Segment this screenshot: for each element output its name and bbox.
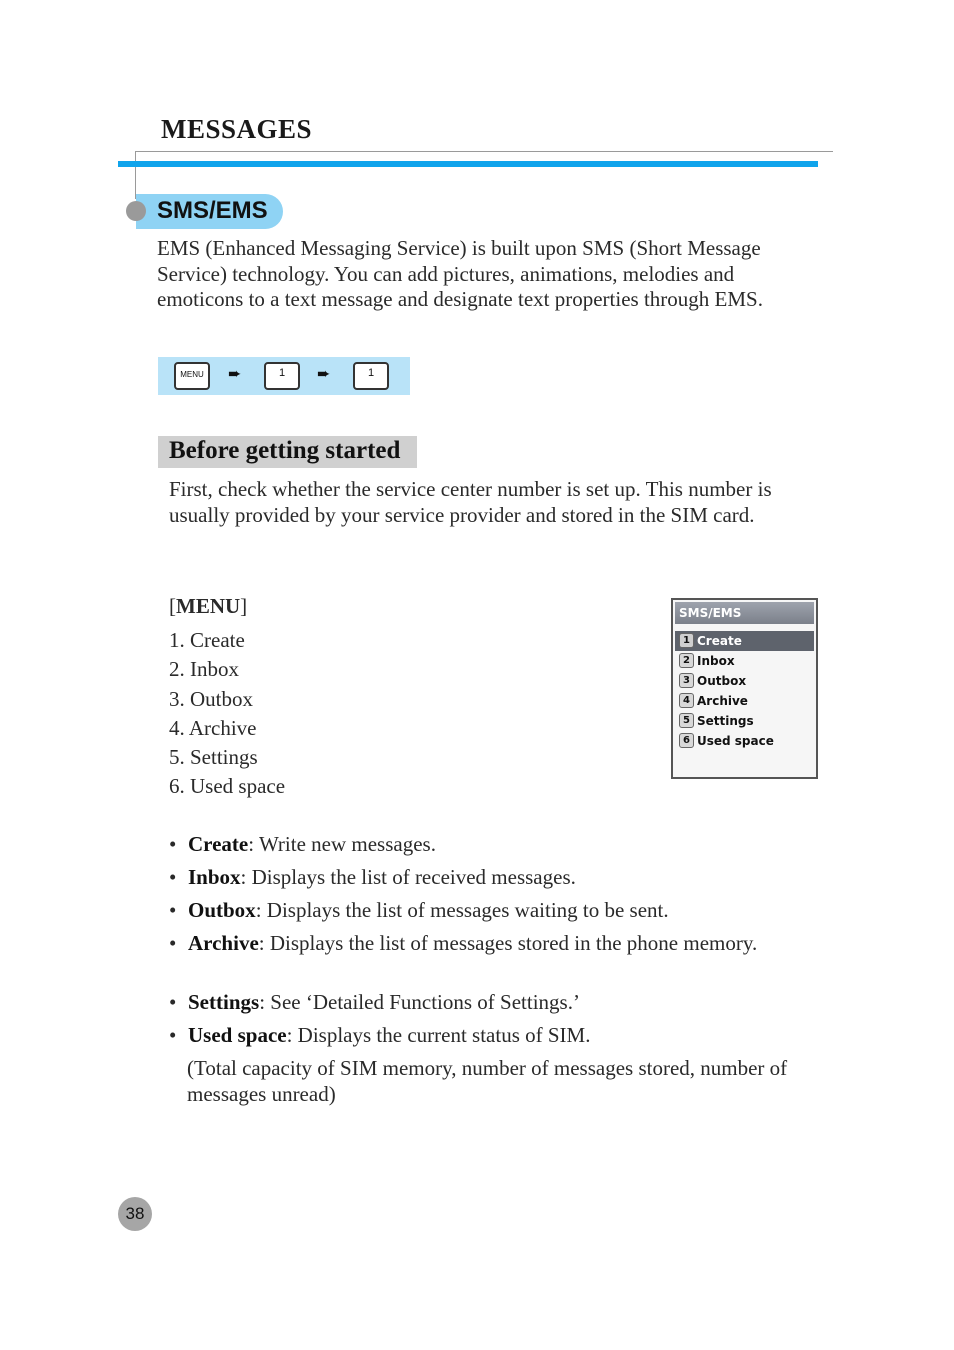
arrow-right-icon: ➨ xyxy=(228,364,242,383)
phone-menu-label: Create xyxy=(697,634,742,648)
bullet-dot: • xyxy=(169,990,177,1014)
phone-menu-item-used-space[interactable] xyxy=(675,731,814,751)
bullet-term: Inbox xyxy=(188,865,241,889)
chapter-title: MESSAGES xyxy=(161,114,313,144)
phone-screen xyxy=(671,598,818,779)
menu-label: MENU xyxy=(176,594,241,618)
key-label: 1 xyxy=(278,367,286,379)
bullet-archive xyxy=(169,931,789,957)
bullet-desc: : Write new messages. xyxy=(248,832,436,856)
menu-heading xyxy=(169,594,247,619)
menu-list-item: 6. Used space xyxy=(169,774,286,799)
bullet-desc: : Displays the list of received messages. xyxy=(240,865,576,889)
bullet-dot: • xyxy=(169,1023,177,1047)
phone-screen-title: SMS/EMS xyxy=(675,602,814,624)
key-label: MENU xyxy=(180,370,204,379)
bullet-term: Outbox xyxy=(188,898,256,922)
phone-menu-label: Outbox xyxy=(697,674,747,688)
bullet-term: Archive xyxy=(188,931,259,955)
bullet-settings xyxy=(169,990,789,1016)
section-bullet-dot xyxy=(126,201,146,221)
key-label: 1 xyxy=(367,367,375,379)
section-intro: EMS (Enhanced Messaging Service) is built upon SMS (Short Message Service) technology. You can add pictures, animations, melodies and emoticons to a text message and designate text properties through EMS. xyxy=(157,236,763,311)
phone-menu-label: Used space xyxy=(697,734,774,748)
phone-menu-item-inbox[interactable] xyxy=(675,651,814,671)
key-1-icon xyxy=(353,362,389,390)
phone-menu-label: Archive xyxy=(697,694,748,708)
bullet-desc: : Displays the list of messages waiting to be sent. xyxy=(255,898,669,922)
bullet-create xyxy=(169,832,789,858)
bullet-dot: • xyxy=(169,832,177,856)
key-1-icon xyxy=(264,362,300,390)
key-path-bar xyxy=(158,357,410,395)
bullet-inbox xyxy=(169,865,789,891)
page-number: 38 xyxy=(118,1197,152,1231)
number-badge: 2 xyxy=(679,653,694,668)
section-title: SMS/EMS xyxy=(157,197,268,224)
bullet-dot: • xyxy=(169,931,177,955)
menu-list-item: 4. Archive xyxy=(169,715,257,740)
arrow-right-icon: ➨ xyxy=(317,364,331,383)
number-badge: 1 xyxy=(679,633,694,648)
subsection-text: First, check whether the service center number is set up. This number is usually provided by your service provider and stored in the SIM card. xyxy=(169,477,772,527)
menu-key-icon xyxy=(174,362,210,390)
phone-menu-item-archive[interactable] xyxy=(675,691,814,711)
menu-list xyxy=(169,626,285,802)
menu-list-item: 2. Inbox xyxy=(169,657,239,682)
number-badge: 3 xyxy=(679,673,694,688)
header-rule-vertical xyxy=(135,151,136,199)
header-rule xyxy=(135,151,833,152)
number-badge: 4 xyxy=(679,693,694,708)
phone-menu-item-create[interactable] xyxy=(675,631,814,651)
header-accent-bar xyxy=(118,161,818,167)
bullet-term: Used space xyxy=(188,1023,287,1047)
number-badge: 5 xyxy=(679,713,694,728)
bracket: [ xyxy=(169,594,176,618)
bullet-term: Create xyxy=(188,832,249,856)
bullet-desc: : See ‘Detailed Functions of Settings.’ xyxy=(259,990,580,1014)
bullet-desc: : Displays the list of messages stored in the phone memory. xyxy=(258,931,758,955)
bullet-term: Settings xyxy=(188,990,260,1014)
menu-list-item: 1. Create xyxy=(169,628,245,652)
bullet-outbox xyxy=(169,898,789,924)
phone-menu-label: Inbox xyxy=(697,654,735,668)
phone-menu-item-outbox[interactable] xyxy=(675,671,814,691)
menu-list-item: 5. Settings xyxy=(169,745,258,770)
bullet-used-space xyxy=(169,1023,789,1049)
number-badge: 6 xyxy=(679,733,694,748)
phone-menu-item-settings[interactable] xyxy=(675,711,814,731)
phone-menu-label: Settings xyxy=(697,714,754,728)
menu-list-item: 3. Outbox xyxy=(169,686,253,711)
bullet-dot: • xyxy=(169,865,177,889)
bracket: ] xyxy=(240,594,248,618)
phone-menu xyxy=(675,631,814,751)
bullet-dot: • xyxy=(169,898,177,922)
bullet-desc: : Displays the current status of SIM. xyxy=(286,1023,591,1047)
used-space-note: (Total capacity of SIM memory, number of messages stored, number of messages unread) xyxy=(187,1056,788,1106)
subsection-heading: Before getting started xyxy=(169,437,401,464)
